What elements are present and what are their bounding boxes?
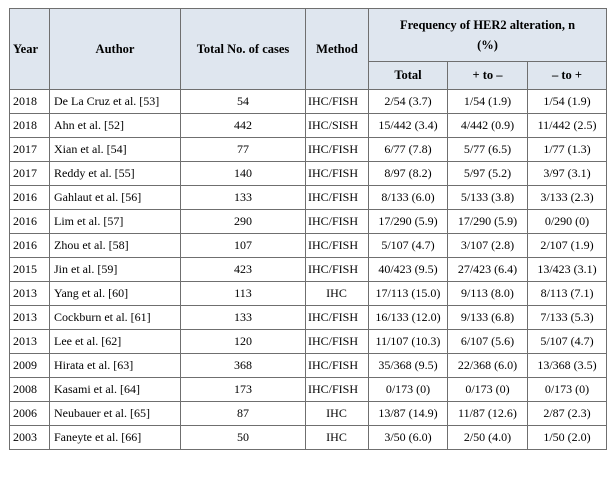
cell-total-cases: 133 (181, 186, 306, 210)
cell-minus-to-plus: 1/54 (1.9) (528, 90, 607, 114)
cell-plus-to-minus: 6/107 (5.6) (448, 330, 528, 354)
cell-year: 2018 (10, 114, 50, 138)
cell-total-cases: 50 (181, 426, 306, 450)
cell-plus-to-minus: 17/290 (5.9) (448, 210, 528, 234)
cell-author: Hirata et al. [63] (50, 354, 181, 378)
cell-method: IHC/FISH (306, 138, 369, 162)
cell-total-cases: 290 (181, 210, 306, 234)
table-row (10, 90, 607, 114)
cell-author: Gahlaut et al. [56] (50, 186, 181, 210)
table-row (10, 138, 607, 162)
cell-total-cases: 54 (181, 90, 306, 114)
cell-plus-to-minus: 9/113 (8.0) (448, 282, 528, 306)
table-body (10, 90, 607, 450)
cell-plus-to-minus: 3/107 (2.8) (448, 234, 528, 258)
cell-minus-to-plus: 3/97 (3.1) (528, 162, 607, 186)
header-method: Method (306, 9, 369, 90)
cell-total-cases: 173 (181, 378, 306, 402)
cell-method: IHC/FISH (306, 234, 369, 258)
cell-year: 2013 (10, 330, 50, 354)
cell-minus-to-plus: 7/133 (5.3) (528, 306, 607, 330)
table-row (10, 402, 607, 426)
cell-method: IHC/FISH (306, 330, 369, 354)
header-frequency-line1: Frequency of HER2 alteration, n (399, 18, 576, 32)
cell-plus-to-minus: 5/77 (6.5) (448, 138, 528, 162)
header-total-cases: Total No. of cases (181, 9, 306, 90)
table-row (10, 114, 607, 138)
cell-minus-to-plus: 8/113 (7.1) (528, 282, 607, 306)
cell-author: Lee et al. [62] (50, 330, 181, 354)
cell-year: 2008 (10, 378, 50, 402)
cell-year: 2017 (10, 162, 50, 186)
cell-method: IHC (306, 282, 369, 306)
cell-year: 2016 (10, 210, 50, 234)
header-frequency (369, 9, 607, 62)
cell-year: 2013 (10, 306, 50, 330)
cell-total-cases: 140 (181, 162, 306, 186)
header-frequency-line2: (%) (477, 38, 498, 52)
cell-plus-to-minus: 22/368 (6.0) (448, 354, 528, 378)
cell-year: 2015 (10, 258, 50, 282)
cell-total-cases: 107 (181, 234, 306, 258)
cell-total: 3/50 (6.0) (369, 426, 448, 450)
header-total: Total (369, 62, 448, 90)
her2-alteration-table (9, 8, 607, 450)
cell-method: IHC/FISH (306, 258, 369, 282)
cell-method: IHC/FISH (306, 354, 369, 378)
cell-method: IHC/FISH (306, 378, 369, 402)
cell-year: 2017 (10, 138, 50, 162)
cell-minus-to-plus: 13/423 (3.1) (528, 258, 607, 282)
header-plus-to-minus: + to – (448, 62, 528, 90)
cell-total: 13/87 (14.9) (369, 402, 448, 426)
cell-year: 2016 (10, 186, 50, 210)
cell-year: 2013 (10, 282, 50, 306)
cell-author: Jin et al. [59] (50, 258, 181, 282)
cell-plus-to-minus: 1/54 (1.9) (448, 90, 528, 114)
cell-author: Reddy et al. [55] (50, 162, 181, 186)
table-row (10, 354, 607, 378)
cell-minus-to-plus: 13/368 (3.5) (528, 354, 607, 378)
cell-minus-to-plus: 0/173 (0) (528, 378, 607, 402)
table-row (10, 306, 607, 330)
cell-total-cases: 87 (181, 402, 306, 426)
cell-minus-to-plus: 2/107 (1.9) (528, 234, 607, 258)
cell-minus-to-plus: 1/77 (1.3) (528, 138, 607, 162)
cell-author: Xian et al. [54] (50, 138, 181, 162)
cell-method: IHC/SISH (306, 114, 369, 138)
cell-total: 15/442 (3.4) (369, 114, 448, 138)
cell-total-cases: 113 (181, 282, 306, 306)
cell-method: IHC/FISH (306, 162, 369, 186)
cell-author: De La Cruz et al. [53] (50, 90, 181, 114)
cell-author: Lim et al. [57] (50, 210, 181, 234)
cell-author: Cockburn et al. [61] (50, 306, 181, 330)
table-row (10, 234, 607, 258)
cell-year: 2006 (10, 402, 50, 426)
cell-plus-to-minus: 9/133 (6.8) (448, 306, 528, 330)
cell-author: Zhou et al. [58] (50, 234, 181, 258)
her2-table-container (9, 8, 606, 450)
cell-total: 8/133 (6.0) (369, 186, 448, 210)
cell-total-cases: 133 (181, 306, 306, 330)
cell-plus-to-minus: 5/97 (5.2) (448, 162, 528, 186)
cell-total-cases: 423 (181, 258, 306, 282)
cell-year: 2016 (10, 234, 50, 258)
header-year: Year (10, 9, 50, 90)
cell-minus-to-plus: 5/107 (4.7) (528, 330, 607, 354)
cell-method: IHC (306, 402, 369, 426)
cell-year: 2018 (10, 90, 50, 114)
table-header (10, 9, 607, 90)
cell-author: Yang et al. [60] (50, 282, 181, 306)
table-row (10, 186, 607, 210)
table-row (10, 378, 607, 402)
cell-total: 6/77 (7.8) (369, 138, 448, 162)
cell-minus-to-plus: 3/133 (2.3) (528, 186, 607, 210)
cell-total: 17/290 (5.9) (369, 210, 448, 234)
cell-author: Ahn et al. [52] (50, 114, 181, 138)
cell-minus-to-plus: 11/442 (2.5) (528, 114, 607, 138)
table-row (10, 258, 607, 282)
cell-minus-to-plus: 2/87 (2.3) (528, 402, 607, 426)
cell-total: 0/173 (0) (369, 378, 448, 402)
cell-author: Faneyte et al. [66] (50, 426, 181, 450)
header-author: Author (50, 9, 181, 90)
table-row (10, 210, 607, 234)
cell-total: 16/133 (12.0) (369, 306, 448, 330)
cell-total: 11/107 (10.3) (369, 330, 448, 354)
cell-method: IHC (306, 426, 369, 450)
cell-total: 2/54 (3.7) (369, 90, 448, 114)
table-row (10, 426, 607, 450)
cell-plus-to-minus: 0/173 (0) (448, 378, 528, 402)
cell-plus-to-minus: 4/442 (0.9) (448, 114, 528, 138)
cell-total-cases: 442 (181, 114, 306, 138)
cell-minus-to-plus: 0/290 (0) (528, 210, 607, 234)
cell-method: IHC/FISH (306, 210, 369, 234)
cell-total: 35/368 (9.5) (369, 354, 448, 378)
cell-author: Neubauer et al. [65] (50, 402, 181, 426)
cell-method: IHC/FISH (306, 186, 369, 210)
cell-year: 2009 (10, 354, 50, 378)
cell-author: Kasami et al. [64] (50, 378, 181, 402)
cell-total: 17/113 (15.0) (369, 282, 448, 306)
cell-total-cases: 77 (181, 138, 306, 162)
cell-total: 5/107 (4.7) (369, 234, 448, 258)
table-row (10, 162, 607, 186)
cell-total: 8/97 (8.2) (369, 162, 448, 186)
cell-minus-to-plus: 1/50 (2.0) (528, 426, 607, 450)
cell-total-cases: 368 (181, 354, 306, 378)
cell-method: IHC/FISH (306, 306, 369, 330)
cell-total-cases: 120 (181, 330, 306, 354)
header-minus-to-plus: – to + (528, 62, 607, 90)
table-row (10, 330, 607, 354)
cell-total: 40/423 (9.5) (369, 258, 448, 282)
table-row (10, 282, 607, 306)
cell-plus-to-minus: 27/423 (6.4) (448, 258, 528, 282)
cell-year: 2003 (10, 426, 50, 450)
cell-method: IHC/FISH (306, 90, 369, 114)
cell-plus-to-minus: 5/133 (3.8) (448, 186, 528, 210)
cell-plus-to-minus: 2/50 (4.0) (448, 426, 528, 450)
cell-plus-to-minus: 11/87 (12.6) (448, 402, 528, 426)
